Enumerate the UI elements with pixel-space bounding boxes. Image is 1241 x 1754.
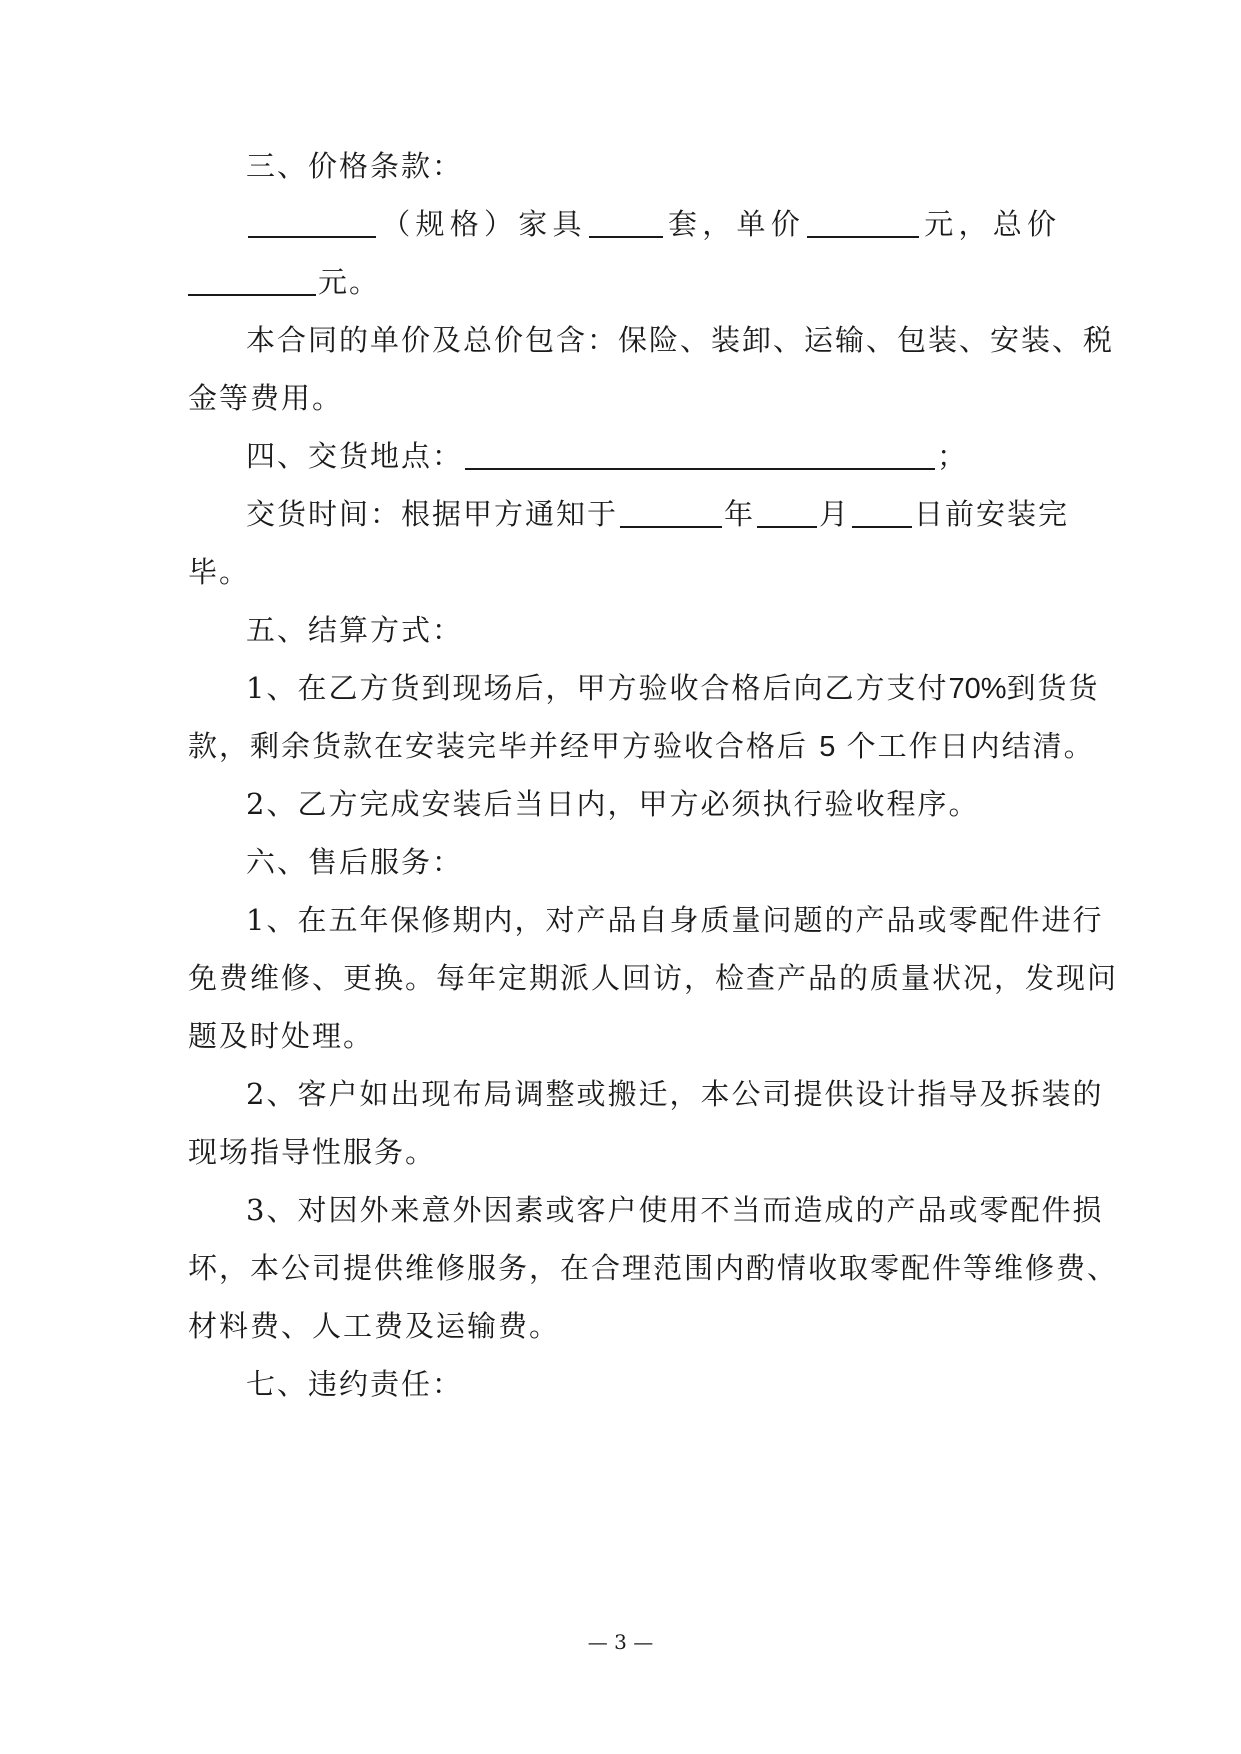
page-number: — 3 — (587, 1630, 654, 1654)
price-text-d: 元。 (318, 265, 381, 299)
delivery-place-line (246, 436, 1058, 476)
delivery-time-text-a: 交货时间：根据甲方通知于 (246, 497, 619, 531)
spec-blank[interactable] (248, 206, 376, 238)
settlement-1-line-2 (188, 726, 1095, 767)
service-2-line-1: 2、客户如出现布局调整或搬迁，本公司提供设计指导及拆装的 (246, 1077, 1104, 1111)
section-7-title: 七、违约责任： (246, 1367, 464, 1401)
settlement-1-text-c: 款，剩余货款在安装完毕并经甲方验收合格后 (188, 729, 809, 763)
service-3-line-2: 坏，本公司提供维修服务，在合理范围内酌情收取零配件等维修费、 (188, 1251, 1119, 1285)
year-blank[interactable] (620, 496, 722, 528)
service-3-line-3: 材料费、人工费及运输费。 (188, 1309, 561, 1343)
settlement-1-text-d: 个工作日内结清。 (846, 729, 1095, 763)
total-price-blank[interactable] (188, 264, 316, 296)
delivery-time-line-1 (246, 494, 1070, 534)
delivery-time-text-d: 日前安装完 (914, 497, 1070, 531)
price-include-line-1: 本合同的单价及总价包含：保险、装卸、运输、包装、安装、税 (246, 323, 1115, 357)
settlement-percentage: 70% (948, 673, 1007, 705)
settlement-1-text-a: 1、在乙方货到现场后，甲方验收合格后向乙方支付 (246, 671, 949, 705)
section-4-title: 四、交货地点： (246, 439, 464, 473)
service-3-line-1: 3、对因外来意外因素或客户使用不当而造成的产品或零配件损 (246, 1193, 1104, 1227)
price-text-b: 套，单价 (664, 207, 805, 241)
settlement-2: 2、乙方完成安装后当日内，甲方必须执行验收程序。 (246, 787, 980, 821)
settlement-1-text-b: 到货货 (1006, 671, 1100, 705)
settlement-1-line-1 (246, 668, 1100, 709)
delivery-time-text-c: 月 (819, 497, 851, 531)
price-line-1 (246, 204, 1058, 244)
price-include-line-2: 金等费用。 (188, 381, 344, 415)
delivery-place-blank[interactable] (465, 438, 935, 470)
unit-price-blank[interactable] (807, 206, 919, 238)
settlement-days: 5 (819, 731, 836, 763)
price-line-2 (188, 262, 1058, 302)
section-3-title: 三、价格条款： (246, 149, 464, 183)
quantity-blank[interactable] (589, 206, 663, 238)
delivery-place-semicolon: ； (937, 439, 969, 473)
service-1-line-3: 题及时处理。 (188, 1019, 375, 1053)
price-text-a: （规格）家具 (378, 207, 587, 241)
service-1-line-2: 免费维修、更换。每年定期派人回访，检查产品的质量状况，发现问 (188, 961, 1119, 995)
section-6-title: 六、售后服务： (246, 845, 464, 879)
month-blank[interactable] (757, 496, 817, 528)
service-1-line-1: 1、在五年保修期内，对产品自身质量问题的产品或零配件进行 (246, 903, 1104, 937)
delivery-time-line-2: 毕。 (188, 555, 251, 589)
delivery-time-text-b: 年 (724, 497, 756, 531)
section-5-title: 五、结算方式： (246, 613, 464, 647)
day-blank[interactable] (852, 496, 912, 528)
service-2-line-2: 现场指导性服务。 (188, 1135, 437, 1169)
price-text-c: 元，总价 (920, 207, 1058, 241)
